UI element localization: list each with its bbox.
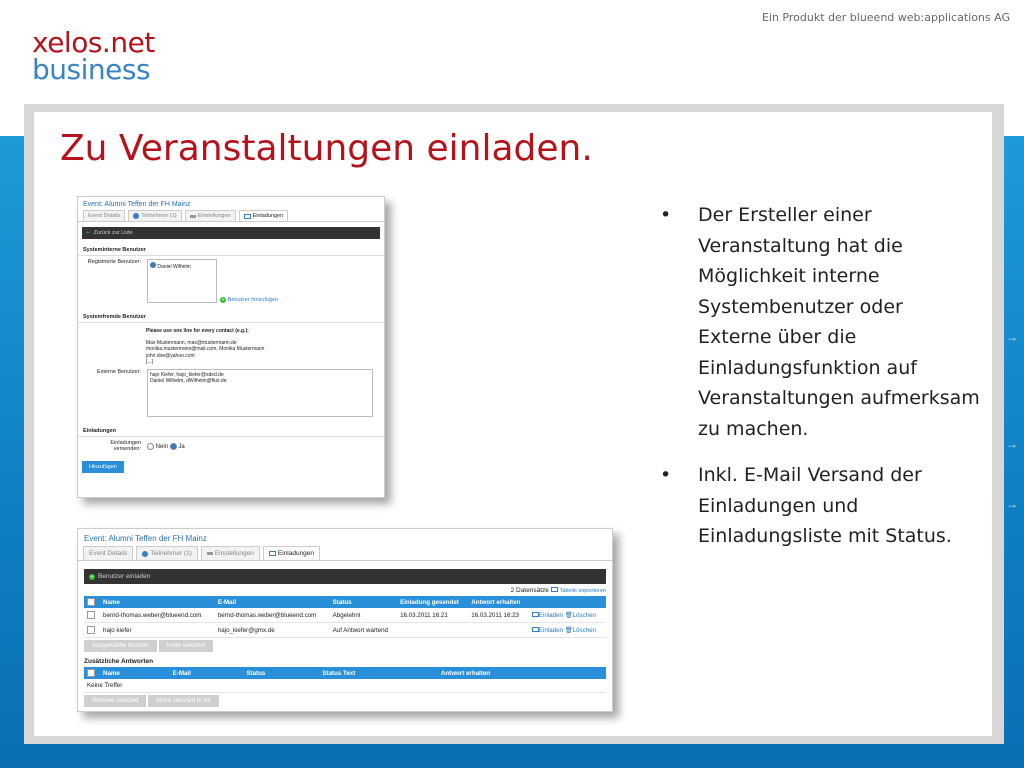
send-label-line: Einladungen [110, 439, 141, 446]
cell-sent: 16.03.2011 16:21 [397, 608, 468, 623]
tab-label: Event Details [89, 550, 128, 557]
tab-event-details[interactable] [83, 210, 125, 221]
radio-yes[interactable] [170, 443, 177, 450]
event-title: Event: Alumni Teffen der FH Mainz [84, 534, 207, 543]
col-email[interactable]: E-Mail [170, 667, 244, 679]
table-row [84, 623, 606, 638]
table-toolbar [78, 584, 612, 596]
arrow-icon: → [1006, 437, 1018, 451]
trash-icon: 🗑 [564, 612, 573, 619]
wrench-icon [207, 552, 213, 555]
tab-label: Einladungen [252, 213, 284, 219]
tab-participants[interactable] [136, 546, 198, 560]
hint-line: monika.mustermann@mail.com, Monika Mustermann [146, 346, 265, 352]
col-answered[interactable]: Antwort erhalten [438, 667, 606, 679]
bullet-item [660, 200, 980, 444]
record-count: 2 Datensätze [510, 587, 549, 594]
external-users-textarea[interactable] [147, 369, 373, 417]
plus-icon: + [221, 297, 225, 303]
table-row [84, 608, 606, 623]
bullet-item [660, 460, 980, 552]
tab-label: Einstellungen [197, 213, 231, 219]
table-header-row [84, 596, 606, 608]
logo [32, 26, 155, 86]
invite-selected-button[interactable]: Invite selected [159, 640, 213, 652]
invitations-table [84, 596, 606, 638]
delete-selected-button[interactable]: Ausgewählte löschen [84, 640, 157, 652]
tab-label: Event Details [88, 213, 121, 219]
row-checkbox[interactable] [87, 626, 95, 634]
delete-action[interactable]: Löschen [572, 627, 596, 634]
radio-yes-label: Ja [178, 443, 185, 450]
registered-users-list[interactable] [147, 259, 217, 303]
tab-bar [78, 210, 384, 222]
external-users-row [78, 366, 384, 420]
tab-label: Einladungen [277, 550, 315, 557]
logo-line-2: business [32, 52, 151, 86]
add-user-label: Benutzer hinzufügen [227, 297, 279, 303]
tab-label: Teilnehmer (1) [150, 550, 192, 557]
bullet-list [660, 200, 980, 568]
tab-settings[interactable] [201, 546, 260, 560]
mail-icon [532, 612, 539, 617]
col-sent[interactable]: Einladung gesendet [397, 596, 468, 608]
bullet-icon: • [660, 204, 672, 226]
send-invitations-label [83, 440, 147, 452]
cell-email: bernd-thomas.weber@blueend.com [215, 608, 330, 623]
trash-icon: 🗑 [564, 627, 573, 634]
export-icon [551, 587, 558, 592]
add-user-button[interactable] [217, 297, 278, 303]
hint-line: [...] [146, 359, 153, 365]
export-link[interactable]: Tabelle exportieren [559, 588, 606, 594]
section-external-users: Systemfremde Benutzer [78, 312, 384, 323]
bullet-icon: • [660, 464, 672, 486]
col-status[interactable]: Status [330, 596, 397, 608]
registered-users-label: Registrierte Benutzer: [87, 259, 141, 265]
section-internal-users: Systeminterne Benutzer [78, 245, 384, 256]
select-all-checkbox[interactable] [87, 669, 95, 677]
arrow-icon: → [1006, 330, 1018, 344]
row-checkbox[interactable] [87, 611, 95, 619]
logo-line-1: xelos.net [32, 26, 155, 59]
cell-status: Abgelehnt [330, 608, 397, 623]
arrow-icon: → [1006, 497, 1018, 511]
external-line: hajo Kiefer, hajo_kiefer@sded.de [150, 371, 224, 378]
tab-invitations[interactable] [239, 210, 289, 221]
user-icon [133, 213, 139, 219]
wrench-icon [190, 215, 196, 218]
select-all-checkbox[interactable] [87, 598, 95, 606]
hint-title: Please use one line for every contact (e.g.): [146, 328, 249, 334]
invite-action[interactable]: Einladen [538, 627, 563, 634]
additional-actions [84, 695, 606, 707]
tab-invitations[interactable] [263, 546, 320, 560]
table-row [84, 679, 606, 693]
cell-name: hajo kiefer [100, 623, 215, 638]
invite-users-label: Benutzer einladen [98, 573, 151, 580]
table-actions [84, 640, 606, 652]
cell-sent [397, 623, 468, 638]
user-icon [142, 551, 148, 557]
mail-icon [244, 214, 251, 219]
col-name[interactable]: Name [100, 596, 215, 608]
tab-label: Teilnehmer (1) [141, 213, 177, 219]
tab-bar [78, 546, 612, 561]
bullet-text: Inkl. E-Mail Versand der Einladungen und Einladungsliste mit Status. [698, 464, 952, 547]
additional-responses-table [84, 667, 606, 693]
user-icon [150, 262, 156, 268]
send-invitations-row [78, 437, 384, 455]
tab-event-details[interactable] [83, 546, 133, 560]
move-selected-button[interactable]: Move selected to list [148, 695, 218, 707]
radio-no-label: Nein [155, 443, 169, 450]
external-line: Daniel Wilhelm, dWilhelm@fkol.de [150, 377, 227, 384]
tab-participants[interactable] [128, 210, 181, 221]
cell-status: Auf Antwort wartend [330, 623, 397, 638]
col-status-text[interactable]: Status Text [319, 667, 438, 679]
table-header-row [84, 667, 606, 679]
delete-action[interactable]: Löschen [572, 612, 596, 619]
registered-users-row [78, 256, 384, 306]
external-users-label: Externe Benutzer: [96, 368, 141, 375]
section-invitations: Einladungen [78, 426, 384, 437]
plus-icon: + [90, 573, 94, 580]
submit-button[interactable]: Hinzufügen [82, 461, 124, 473]
cell-name: bernd-thomas.weber@blueend.com [100, 608, 215, 623]
invite-users-bar[interactable] [84, 569, 606, 584]
event-title: Event: Alumni Teffen der FH Mainz [83, 201, 191, 208]
col-email[interactable]: E-Mail [215, 596, 330, 608]
invite-action[interactable]: Einladen [538, 612, 563, 619]
col-status[interactable]: Status [243, 667, 319, 679]
registered-user-item[interactable]: Daniel Wilhelm [157, 264, 191, 270]
slide-title: Zu Veranstaltungen einladen. [60, 128, 593, 169]
cell-answered: 16.03.2011 16:23 [468, 608, 529, 623]
hint-line: john.doe@yahoo.com [146, 352, 195, 359]
tab-settings[interactable] [185, 210, 236, 221]
hint-line: Max Mustermann, max@mustermann.de [146, 339, 237, 346]
col-answered[interactable]: Antwort erhalten [468, 596, 529, 608]
cell-answered [468, 623, 529, 638]
invite-form-screenshot [77, 196, 385, 498]
tab-label: Einstellungen [214, 550, 254, 557]
back-link[interactable]: Zurück zur Liste [93, 230, 133, 236]
back-bar [82, 227, 380, 239]
product-credit: Ein Produkt der blueend web:applications AG [761, 11, 1010, 24]
invitation-list-screenshot [77, 528, 613, 712]
radio-no[interactable] [147, 443, 154, 450]
mail-icon [532, 627, 539, 632]
col-name[interactable]: Name [100, 667, 170, 679]
back-arrow-icon: ↩ [86, 230, 91, 236]
remove-selected-button[interactable]: Remove selected [84, 695, 146, 707]
mail-icon [269, 551, 276, 556]
cell-email: hajo_kiefer@gmx.de [215, 623, 330, 638]
bullet-text: Der Ersteller einer Veranstaltung hat die Möglichkeit interne Systembenutzer oder Externe über die Einladungsfunktion auf Veranstaltungen aufmerksam zu machen. [698, 204, 980, 440]
no-results: Keine Treffer [84, 679, 606, 693]
send-label-line: versenden: [113, 445, 141, 452]
additional-responses-title: Zusätzliche Antworten [84, 658, 154, 665]
